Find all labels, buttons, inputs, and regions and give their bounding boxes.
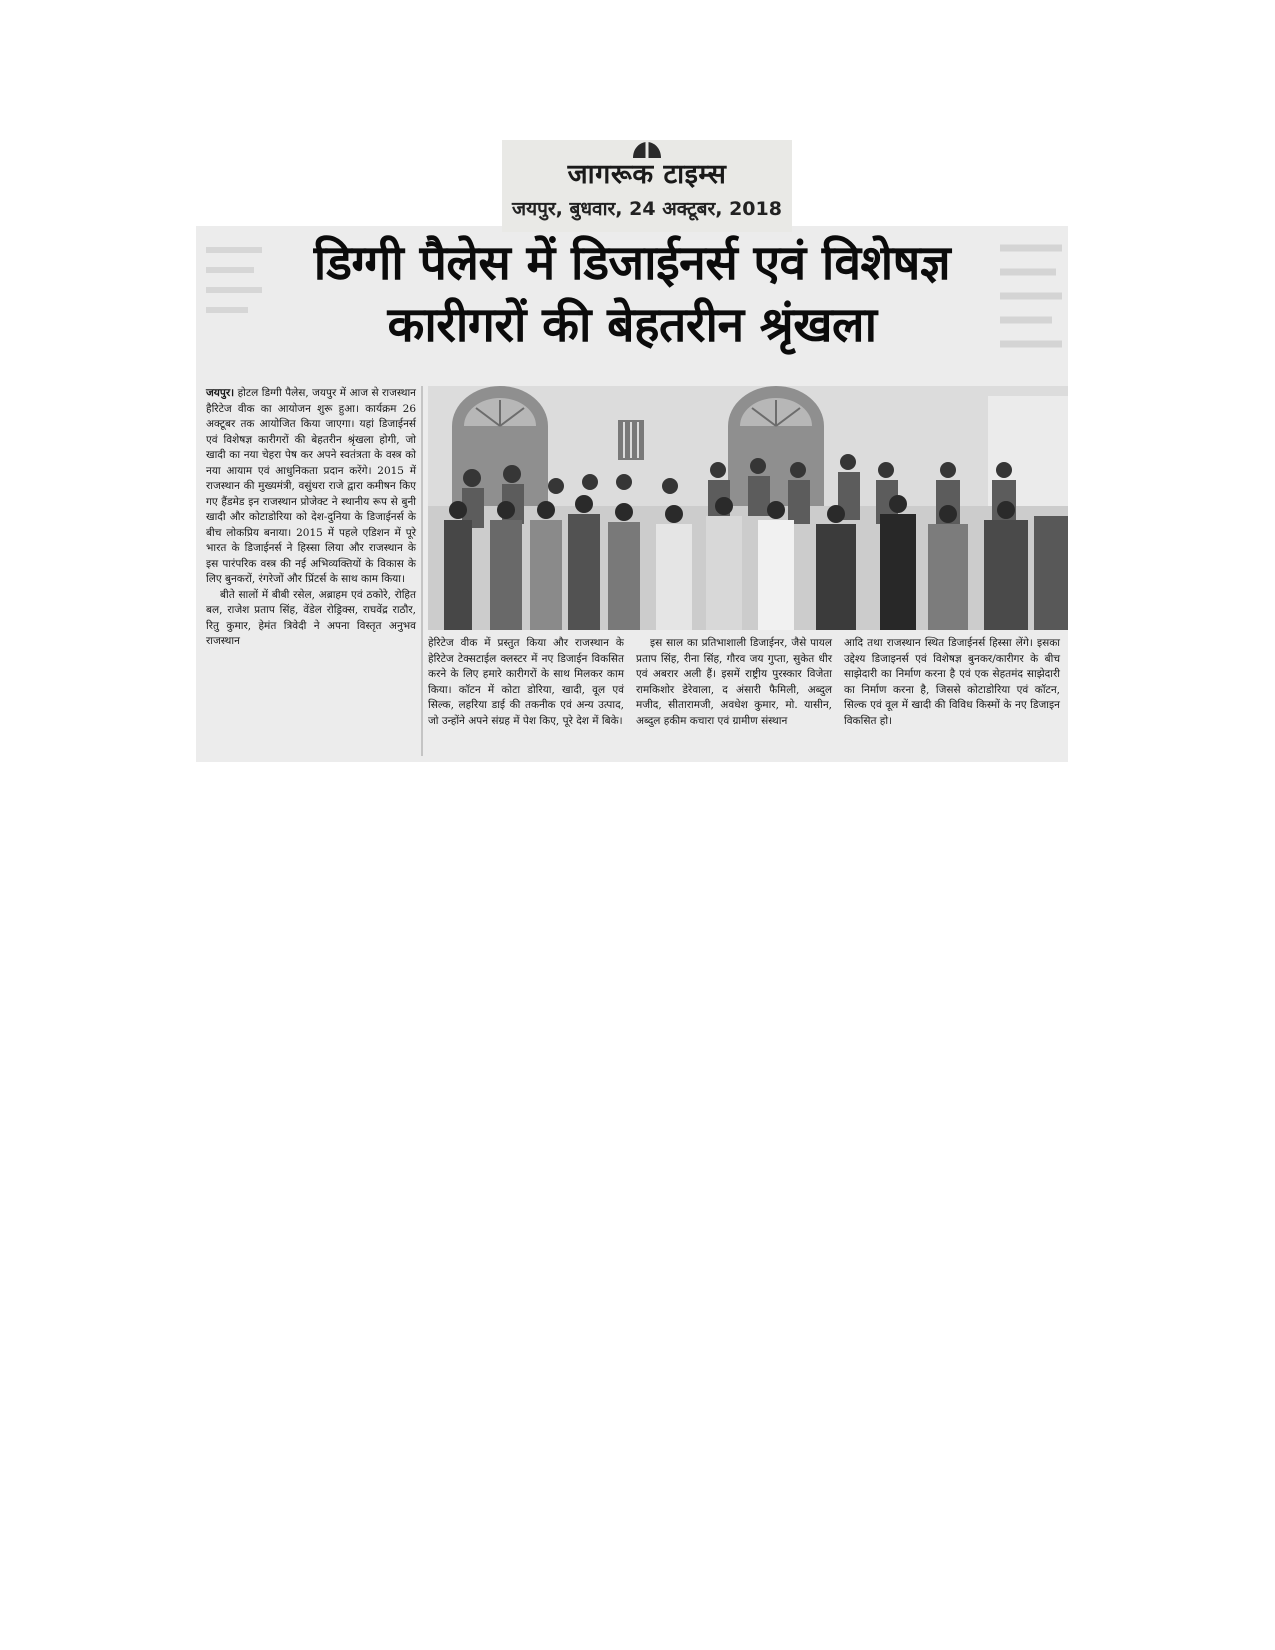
article-column-1 (206, 386, 416, 650)
masthead (502, 140, 792, 232)
article-paragraph-3: हेरिटेज वीक में प्रस्तुत किया और राजस्थान के हेरिटेज टेक्सटाईल क्लस्टर में नए डिजाईन विकसित करने के लिए हमारे कारीगरों के साथ मिलकर काम किया। कॉटन में कोटा डोरिया, खादी, वूल एवं सिल्क, लहरिया डाई की तकनीक एवं अन्य उत्पाद, जो उन्होंने अपने संग्रह में पेश किए, पूरे देश में बिके। (428, 637, 624, 727)
article-paragraph-1: होटल डिग्गी पैलेस, जयपुर में आज से राजस्थान हैरिटेज वीक का आयोजन शुरू हुआ। कार्यक्रम 26 अक्टूबर तक आयोजित किया जाएगा। यहां डिजाईनर्स एवं विशेषज्ञ कारीगरों की बेहतरीन श्रृंखला होगी, जो खादी का नया चेहरा पेष कर अपने स्वतंत्रता के वस्त्र को नया आयाम एवं आधुनिकता प्रदान करेंगे। 2015 में राजस्थान की मुख्यमंत्री, वसुंधरा राजे द्वारा कमीषन किए गए हैंडमेड इन राजस्थान प्रोजेक्ट ने स्थानीय रूप से बुनी खादी और कोटाडोरिया को देश-दुनिया के डिजाईनर्स के बीच लोकप्रिय बनाया। 2015 में पहले एडिशन में पूरे भारत के डिजाईनर्स ने हिस्सा लिया और राजस्थान के इस पारंपरिक वस्त्र की नई अभिव्यक्तियों के विकास के लिए बुनकरों, रंगरेजों और प्रिंटर्स के साथ काम किया। (206, 387, 416, 585)
article-paragraph-4: इस साल का प्रतिभाशाली डिजाईनर, जैसे पायल प्रताप सिंह, रीना सिंह, गौरव जय गुप्ता, सुकेत धीर एवं अबरार अली हैं। इसमें राष्ट्रीय पुरस्कार विजेता रामकिशोर डेरेवाला, द अंसारी फैमिली, अब्दुल मजीद, सीतारामजी, अवधेश कुमार, मो. यासीन, अब्दुल हकीम कचारा एवं ग्रामीण संस्थान (636, 637, 832, 727)
newspaper-clipping (196, 226, 1068, 762)
article-headline (196, 232, 1068, 356)
article-paragraph-2: बीते सालों में बीबी रसेल, अब्राहम एवं ठकोरे, रोहित बल, राजेश प्रताप सिंह, वेंडेल रोड्रिक्स, राघवेंद्र राठौर, रितु कुमार, हेमंत त्रिवेदी ने अपना विस्तृत अनुभव राजस्थान (206, 588, 416, 647)
headline-line-1: डिग्गी पैलेस में डिजाईनर्स एवं विशेषज्ञ (313, 235, 951, 291)
article-column-2 (428, 636, 624, 729)
article-column-3 (636, 636, 832, 729)
publication-dateline: जयपुर, बुधवार, 24 अक्टूबर, 2018 (512, 198, 782, 220)
article-column-4 (844, 636, 1060, 729)
newspaper-name: जागरूक टाइम्स (567, 159, 727, 190)
headline-line-2: कारीगरों की बेहतरीन श्रृंखला (387, 297, 877, 353)
article-paragraph-5: आदि तथा राजस्थान स्थित डिजाईनर्स हिस्सा लेंगे। इसका उद्देश्य डिजाइनर्स एवं विशेषज्ञ बुनकर/कारीगर के बीच साझेदारी का निर्माण करना है एवं एक सेहतमंद साझेदारी का निर्माण करना है, जिससे कोटाडोरिया एवं कॉटन, सिल्क एवं वूल में खादी की विविध किस्मों के नए डिजाइन विकसित हो। (844, 637, 1060, 727)
article-dateline: जयपुर। (206, 387, 235, 399)
